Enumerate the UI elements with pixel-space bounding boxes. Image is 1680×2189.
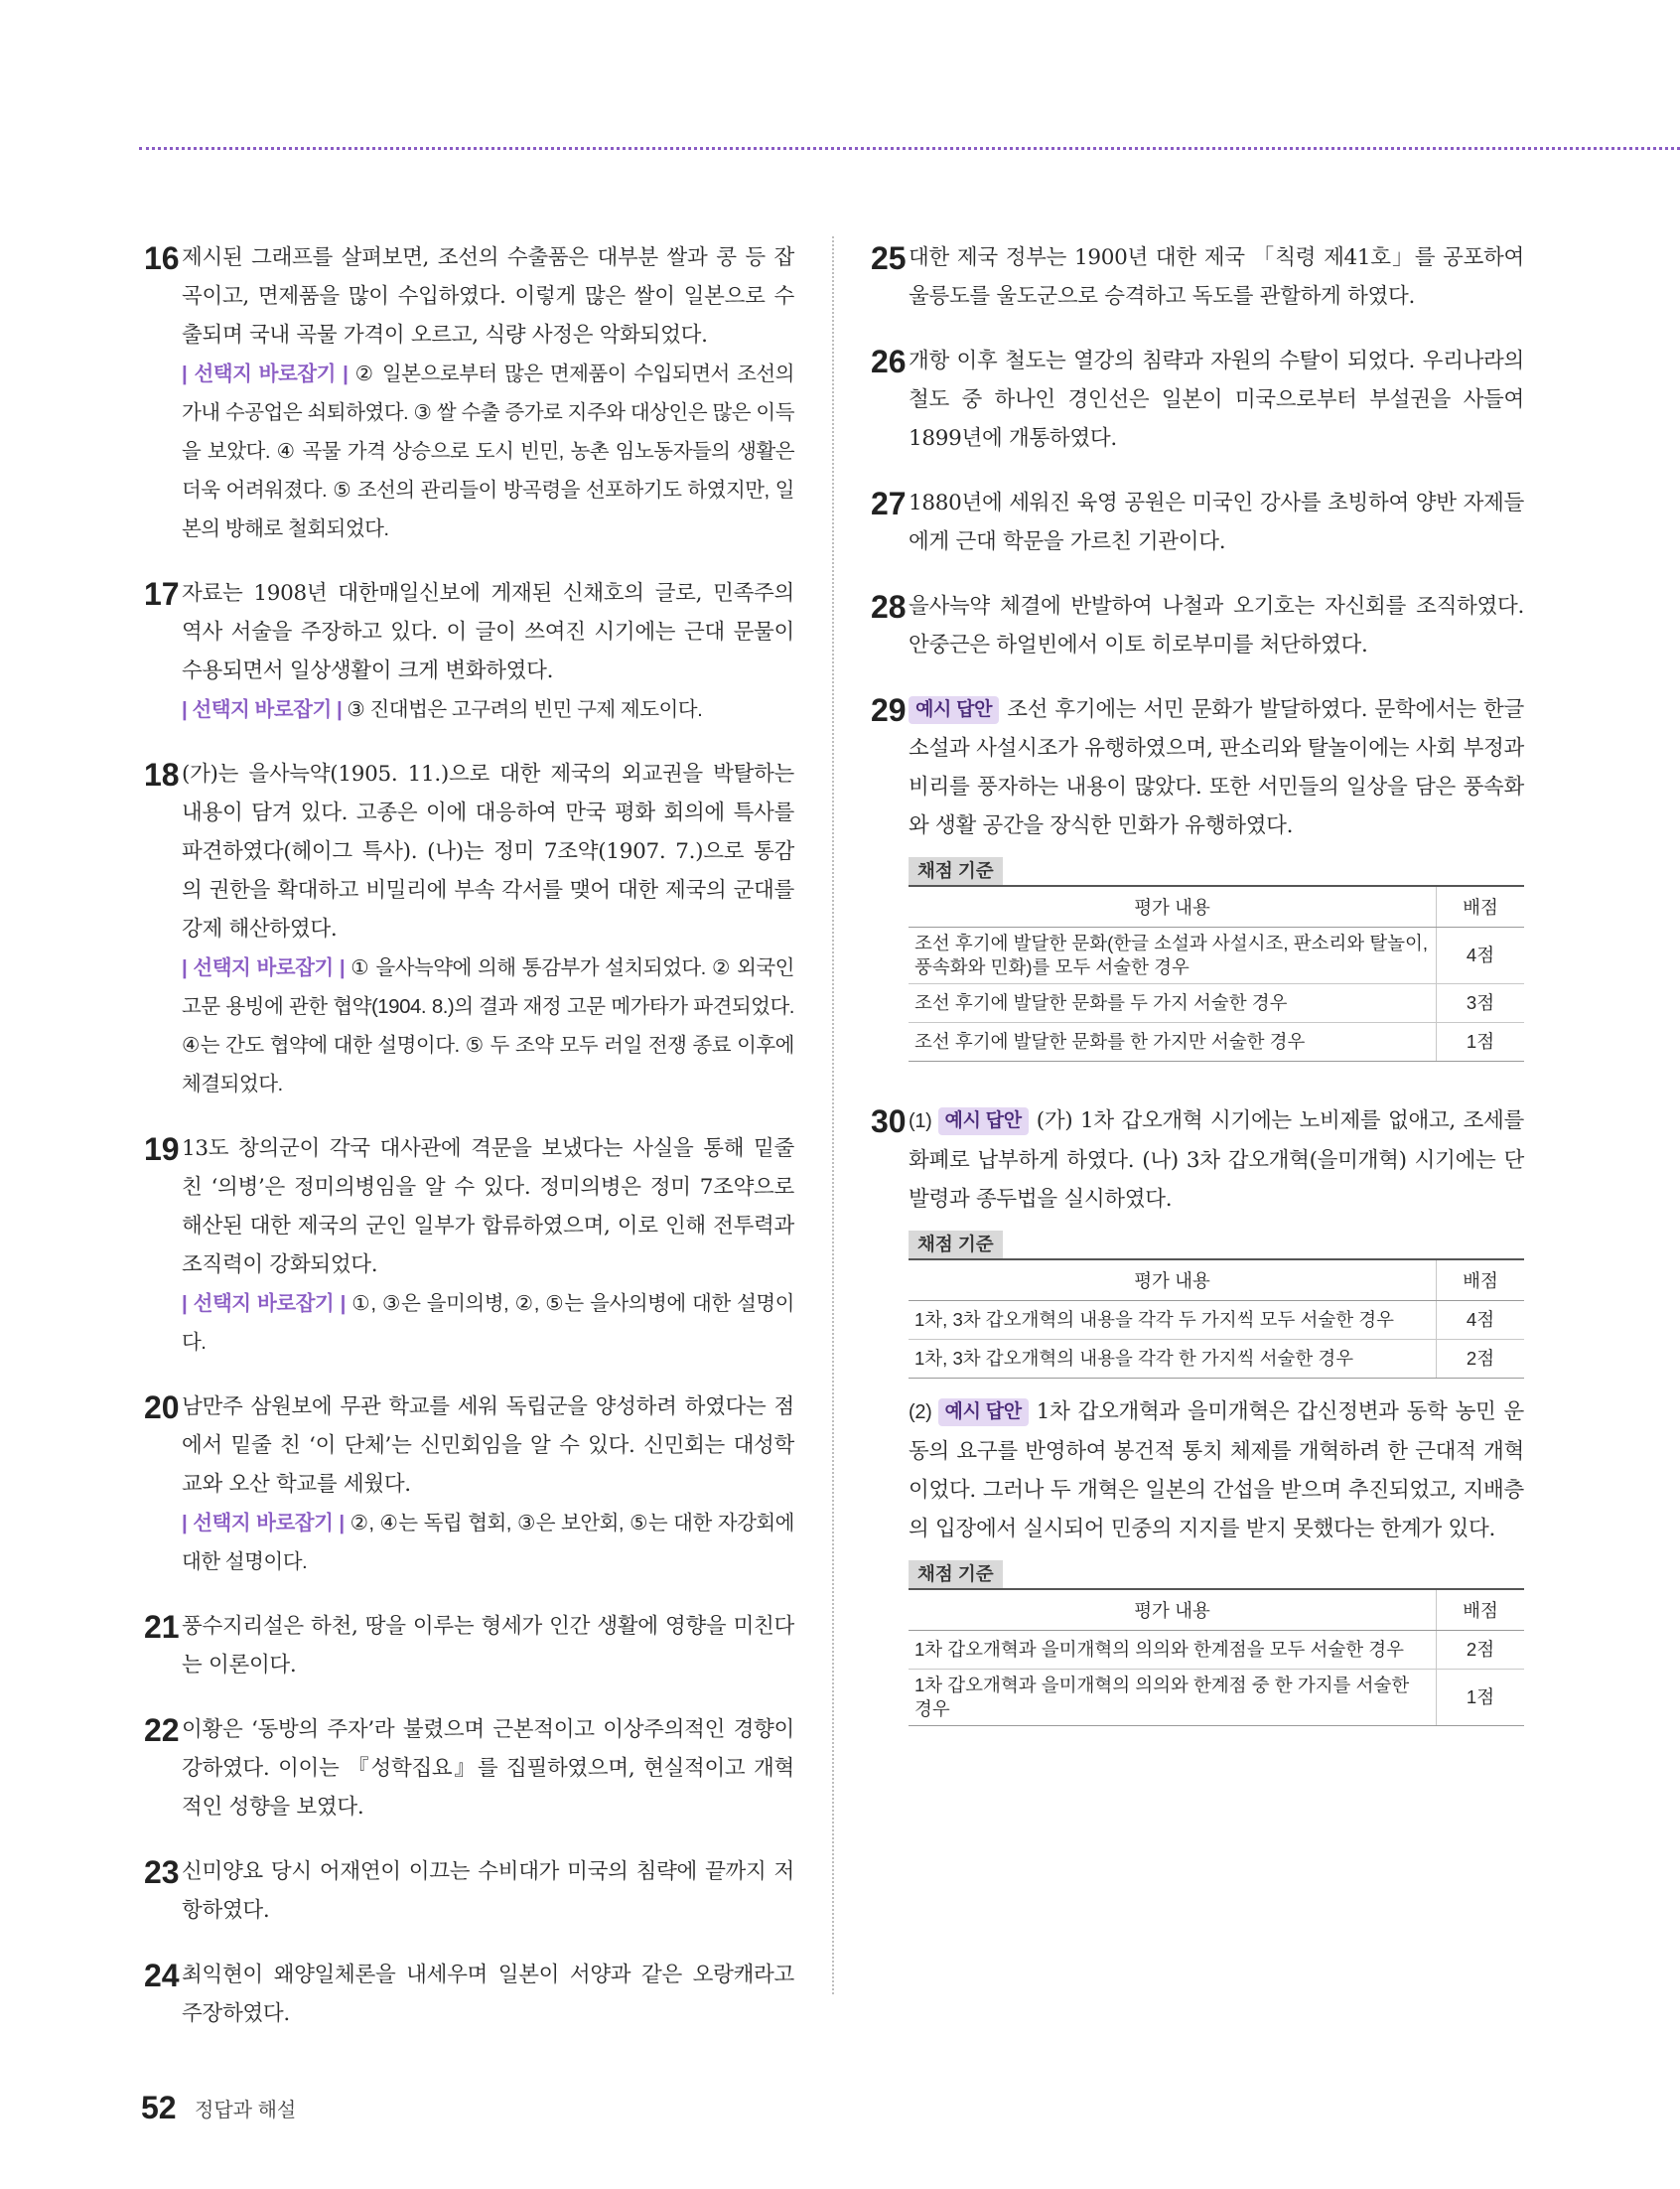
- header-points: 배점: [1437, 1259, 1525, 1301]
- table-header-row: [909, 886, 1524, 928]
- explanation-text: [909, 690, 1524, 845]
- choice-correction: | 선택지 바로잡기 | ①, ③은 을미의병, ②, ⑤는 을사의병에 대한 설명이다.: [182, 1292, 794, 1354]
- criteria-points: 2점: [1437, 1631, 1525, 1670]
- header-points: 배점: [1437, 1589, 1525, 1631]
- item-number: 21: [144, 1609, 180, 1645]
- explanation-text: 제시된 그래프를 살펴보면, 조선의 수출품은 대부분 쌀과 콩 등 잡곡이고, 면제품을 많이 수입하였다. 이렇게 많은 쌀이 일본으로 수출되며 국내 곡물 가격이 오르고, 식량 사정은 악화되었다.: [182, 245, 794, 348]
- answer-item-25: [871, 238, 1524, 316]
- item-number: 22: [144, 1712, 180, 1748]
- criteria-content: 1차 갑오개혁과 을미개혁의 의의와 한계점을 모두 서술한 경우: [909, 1631, 1437, 1670]
- scoring-criteria-30-2: [909, 1560, 1524, 1726]
- item-number: 29: [871, 692, 907, 728]
- criteria-content: 조선 후기에 발달한 문화를 두 가지 서술한 경우: [909, 984, 1437, 1023]
- choice-correction: | 선택지 바로잡기 | ② 일본으로부터 많은 면제품이 수입되면서 조선의 가내 수공업은 쇠퇴하였다. ③ 쌀 수출 증가로 지주와 대상인은 많은 이득을 보았다. ④ 곡물 가격 상승으로 도시 빈민, 농촌 임노동자들의 생활은 더욱 어려워졌다. ⑤ 조선의 관리들이 방곡령을 선포하기도 하였지만, 일본의 방해로 철회되었다.: [182, 363, 794, 540]
- explanation-text: 이황은 ‘동방의 주자’라 불렸으며 근본적이고 이상주의적인 경향이 강하였다. 이이는 『성학집요』를 집필하였으며, 현실적이고 개혁적인 성향을 보였다.: [182, 1717, 794, 1820]
- answer-item-22: [144, 1710, 794, 1826]
- choice-correction-label: 선택지 바로잡기: [193, 1292, 335, 1315]
- table-row: [909, 1301, 1524, 1340]
- scoring-table: [909, 1258, 1524, 1379]
- explanation-text: 신미양요 당시 어재연이 이끄는 수비대가 미국의 침략에 끝까지 저항하였다.: [182, 1859, 794, 1923]
- explanation-text: 개항 이후 철도는 열강의 침략과 자원의 수탈이 되었다. 우리나라의 철도 중 하나인 경인선은 일본이 미국으로부터 부설권을 사들여 1899년에 개통하였다.: [909, 349, 1524, 451]
- item-number: 26: [871, 344, 907, 379]
- header-points: 배점: [1437, 886, 1525, 928]
- sub-question-number: (1): [909, 1110, 932, 1132]
- item-number: 30: [871, 1103, 907, 1139]
- criteria-content: 1차, 3차 갑오개혁의 내용을 각각 한 가지씩 서술한 경우: [909, 1340, 1437, 1379]
- item-number: 27: [871, 486, 907, 521]
- item-number: 16: [144, 240, 180, 276]
- answer-item-17: [144, 574, 794, 729]
- criteria-points: 4점: [1437, 928, 1525, 984]
- example-answer-tag: 예시 답안: [938, 1398, 1029, 1426]
- criteria-points: 4점: [1437, 1301, 1525, 1340]
- table-row: [909, 1023, 1524, 1062]
- criteria-content: 1차, 3차 갑오개혁의 내용을 각각 두 가지씩 모두 서술한 경우: [909, 1301, 1437, 1340]
- explanation-text: 풍수지리설은 하천, 땅을 이루는 형세가 인간 생활에 영향을 미친다는 이론이다.: [182, 1614, 794, 1678]
- table-row: [909, 1631, 1524, 1670]
- answer-item-29: [871, 690, 1524, 1062]
- left-column: [144, 238, 794, 2059]
- column-divider: [832, 236, 834, 1994]
- header-content: 평가 내용: [909, 886, 1437, 928]
- item-number: 28: [871, 589, 907, 625]
- scoring-criteria-30-1: [909, 1231, 1524, 1379]
- page-footer: [141, 2090, 296, 2126]
- criteria-content: 조선 후기에 발달한 문화(한글 소설과 사설시조, 판소리와 탈놀이, 풍속화와 민화)를 모두 서술한 경우: [909, 928, 1437, 984]
- header-dotted-rule: [139, 147, 1680, 150]
- table-row: [909, 984, 1524, 1023]
- table-row: [909, 1340, 1524, 1379]
- item-number: 20: [144, 1389, 180, 1425]
- answer-item-18: [144, 755, 794, 1103]
- explanation-text-part-2: [909, 1392, 1524, 1548]
- section-title: 정답과 해설: [195, 2100, 297, 2121]
- choice-correction-text: ② 일본으로부터 많은 면제품이 수입되면서 조선의 가내 수공업은 쇠퇴하였다. ③ 쌀 수출 증가로 지주와 대상인은 많은 이득을 보았다. ④ 곡물 가격 상승으로 도시 빈민, 농촌 임노동자들의 생활은 더욱 어려워졌다. ⑤ 조선의 관리들이 방곡령을 선포하기도 하였지만, 일본의 방해로 철회되었다.: [182, 363, 794, 540]
- choice-correction-label: 선택지 바로잡기: [194, 363, 336, 385]
- choice-correction-text: ① 을사늑약에 의해 통감부가 설치되었다. ② 외국인 고문 용빙에 관한 협약(1904. 8.)의 결과 재정 고문 메가타가 파견되었다. ④는 간도 협약에 대한 설명이다. ⑤ 두 조약 모두 러일 전쟁 종료 이후에 체결되었다.: [182, 956, 794, 1095]
- example-answer-tag: 예시 답안: [909, 696, 999, 724]
- explanation-text: 1880년에 세워진 육영 공원은 미국인 강사를 초빙하여 양반 자제들에게 근대 학문을 가르친 기관이다.: [909, 491, 1524, 554]
- criteria-points: 1점: [1437, 1023, 1525, 1062]
- explanation-text: 대한 제국 정부는 1900년 대한 제국 「칙령 제41호」를 공포하여 울릉도를 울도군으로 승격하고 독도를 관할하게 하였다.: [909, 245, 1524, 309]
- scoring-criteria-29: [909, 857, 1524, 1062]
- answer-item-16: [144, 238, 794, 548]
- choice-correction: | 선택지 바로잡기 | ① 을사늑약에 의해 통감부가 설치되었다. ② 외국인 고문 용빙에 관한 협약(1904. 8.)의 결과 재정 고문 메가타가 파견되었다. ④는 간도 협약에 대한 설명이다. ⑤ 두 조약 모두 러일 전쟁 종료 이후에 체결되었다.: [182, 956, 794, 1095]
- answer-item-19: [144, 1129, 794, 1362]
- explanation-text: (가)는 을사늑약(1905. 11.)으로 대한 제국의 외교권을 박탈하는 내용이 담겨 있다. 고종은 이에 대응하여 만국 평화 회의에 특사를 파견하였다(헤이그 특사). (나)는 정미 7조약(1907. 7.)으로 통감의 권한을 확대하고 비밀리에 부속 각서를 맺어 대한 제국의 군대를 강제 해산하였다.: [182, 762, 794, 942]
- choice-correction-label: 선택지 바로잡기: [193, 1512, 334, 1534]
- criteria-points: 2점: [1437, 1340, 1525, 1379]
- scoring-criteria-label: 채점 기준: [909, 1231, 1003, 1258]
- sub-question-number: (2): [909, 1401, 932, 1423]
- scoring-criteria-label: 채점 기준: [909, 857, 1003, 885]
- answer-item-20: [144, 1387, 794, 1581]
- explanation-text: 최익현이 왜양일체론을 내세우며 일본이 서양과 같은 오랑캐라고 주장하였다.: [182, 1963, 794, 2026]
- choice-correction-label: 선택지 바로잡기: [193, 956, 334, 979]
- explanation-text: 자료는 1908년 대한매일신보에 게재된 신채호의 글로, 민족주의 역사 서술을 주장하고 있다. 이 글이 쓰여진 시기에는 근대 문물이 수용되면서 일상생활이 크게 변화하였다.: [182, 581, 794, 683]
- table-row: [909, 928, 1524, 984]
- example-answer-text: (가) 1차 갑오개혁 시기에는 노비제를 없애고, 조세를 화폐로 납부하게 하였다. (나) 3차 갑오개혁(을미개혁) 시기에는 단발령과 종두법을 실시하였다.: [909, 1108, 1524, 1212]
- criteria-content: 조선 후기에 발달한 문화를 한 가지만 서술한 경우: [909, 1023, 1437, 1062]
- choice-correction-text: ③ 진대법은 고구려의 빈민 구제 제도이다.: [347, 698, 703, 721]
- table-header-row: [909, 1259, 1524, 1301]
- explanation-text: 13도 창의군이 각국 대사관에 격문을 보냈다는 사실을 통해 밑줄 친 ‘의병’은 정미의병임을 알 수 있다. 정미의병은 정미 7조약으로 해산된 대한 제국의 군인 일부가 합류하였으며, 이로 인해 전투력과 조직력이 강화되었다.: [182, 1136, 794, 1277]
- item-number: 25: [871, 240, 907, 276]
- scoring-criteria-label: 채점 기준: [909, 1560, 1003, 1588]
- criteria-content: 1차 갑오개혁과 을미개혁의 의의와 한계점 중 한 가지를 서술한 경우: [909, 1670, 1437, 1726]
- criteria-points: 3점: [1437, 984, 1525, 1023]
- right-column: [871, 238, 1524, 1752]
- choice-correction-label: 선택지 바로잡기: [192, 698, 332, 721]
- answer-item-30: [871, 1101, 1524, 1726]
- item-number: 23: [144, 1854, 180, 1890]
- answer-item-26: [871, 342, 1524, 458]
- criteria-points: 1점: [1437, 1670, 1525, 1726]
- answer-item-27: [871, 484, 1524, 561]
- explanation-text-part-1: [909, 1101, 1524, 1219]
- example-answer-text: 1차 갑오개혁과 을미개혁은 갑신정변과 동학 농민 운동의 요구를 반영하여 봉건적 통치 체제를 개혁하려 한 근대적 개혁이었다. 그러나 두 개혁은 일본의 간섭을 받으며 추진되었고, 지배층의 입장에서 실시되어 민중의 지지를 받지 못했다는 한계가 있다.: [909, 1399, 1524, 1541]
- example-answer-text: 조선 후기에는 서민 문화가 발달하였다. 문학에서는 한글 소설과 사설시조가 유행하였으며, 판소리와 탈놀이에는 사회 부정과 비리를 풍자하는 내용이 많았다. 또한 서민들의 일상을 담은 풍속화와 생활 공간을 장식한 민화가 유행하였다.: [909, 697, 1524, 838]
- example-answer-tag: 예시 답안: [938, 1107, 1029, 1135]
- table-row: [909, 1670, 1524, 1726]
- answer-item-23: [144, 1852, 794, 1930]
- answer-item-24: [144, 1956, 794, 2033]
- header-content: 평가 내용: [909, 1589, 1437, 1631]
- scoring-table: [909, 885, 1524, 1062]
- choice-correction: | 선택지 바로잡기 | ③ 진대법은 고구려의 빈민 구제 제도이다.: [182, 698, 703, 721]
- table-header-row: [909, 1589, 1524, 1631]
- item-number: 24: [144, 1958, 180, 1993]
- explanation-text: 남만주 삼원보에 무관 학교를 세워 독립군을 양성하려 하였다는 점에서 밑줄 친 ‘이 단체’는 신민회임을 알 수 있다. 신민회는 대성학교와 오산 학교를 세웠다.: [182, 1394, 794, 1497]
- item-number: 19: [144, 1131, 180, 1167]
- choice-correction-text: ②, ④는 독립 협회, ③은 보안회, ⑤는 대한 자강회에 대한 설명이다.: [182, 1512, 794, 1573]
- explanation-text: 을사늑약 체결에 반발하여 나철과 오기호는 자신회를 조직하였다. 안중근은 하얼빈에서 이토 히로부미를 처단하였다.: [909, 594, 1524, 657]
- item-number: 17: [144, 576, 180, 612]
- page-number: 52: [141, 2090, 177, 2125]
- header-content: 평가 내용: [909, 1259, 1437, 1301]
- scoring-table: [909, 1588, 1524, 1726]
- choice-correction: | 선택지 바로잡기 | ②, ④는 독립 협회, ③은 보안회, ⑤는 대한 자강회에 대한 설명이다.: [182, 1512, 794, 1573]
- item-number: 18: [144, 757, 180, 793]
- choice-correction-text: ①, ③은 을미의병, ②, ⑤는 을사의병에 대한 설명이다.: [182, 1292, 794, 1354]
- answer-item-21: [144, 1607, 794, 1684]
- answer-item-28: [871, 587, 1524, 664]
